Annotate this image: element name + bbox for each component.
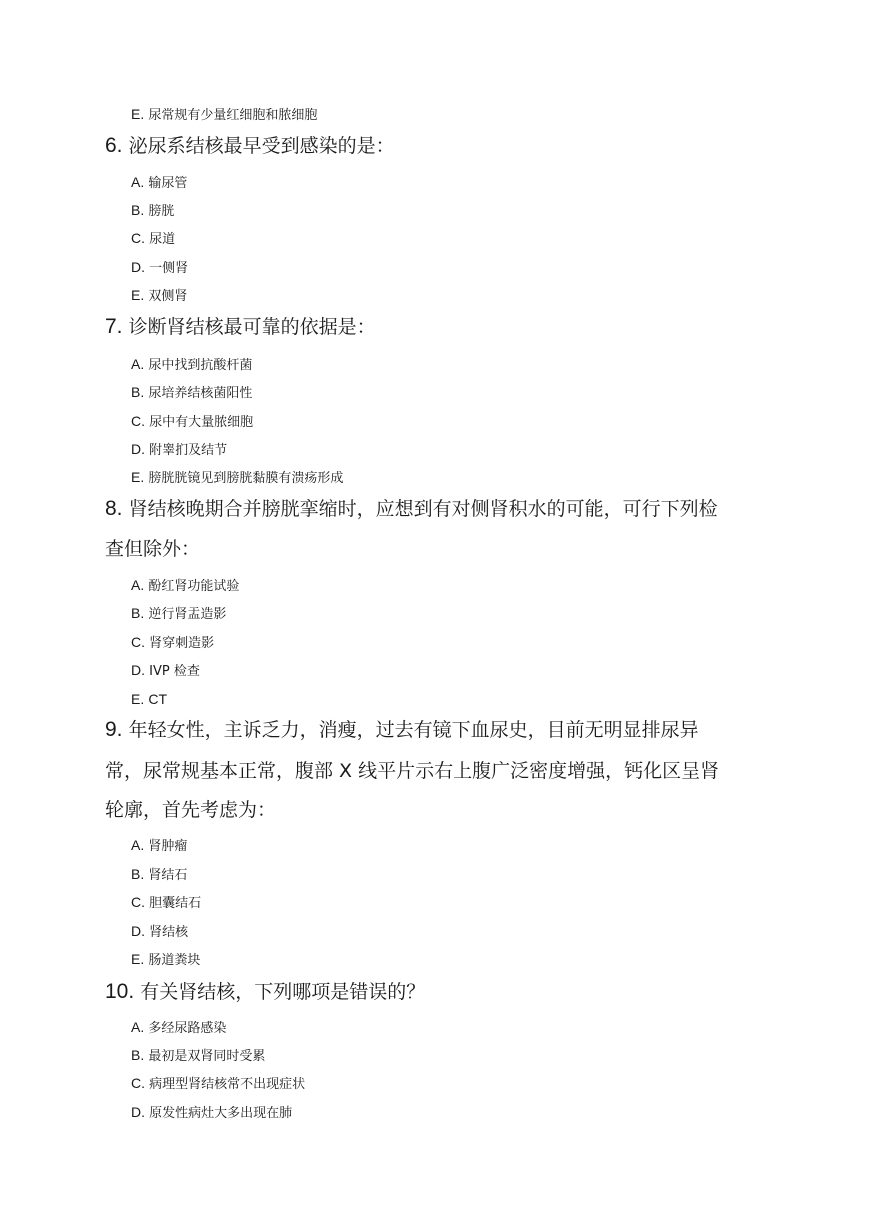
- option-text: 病理型肾结核常不出现症状: [149, 1077, 306, 1092]
- question-8-line-2: [105, 532, 200, 566]
- option-text: 膀胱: [148, 204, 175, 219]
- q8-option-c: [131, 632, 214, 652]
- question-9-line-2: [105, 754, 719, 788]
- question-text: 年轻女性，主诉乏力，消瘦，过去有镜下血尿史，目前无明显排尿异: [128, 719, 699, 741]
- question-9-line-3: [105, 793, 276, 827]
- q9-option-d: [131, 921, 188, 941]
- q7-option-a: [131, 354, 252, 374]
- option-letter: D.: [131, 662, 145, 678]
- option-text: 膀胱胱镜见到膀胱黏膜有溃疡形成: [148, 471, 344, 486]
- question-number: 8.: [105, 497, 123, 520]
- option-letter: D.: [131, 923, 145, 939]
- question-9-line-1: [105, 713, 699, 747]
- option-text: 输尿管: [148, 176, 188, 191]
- option-text: 双侧肾: [148, 289, 188, 304]
- q7-option-b: [131, 382, 252, 402]
- option-text: 胆囊结石: [149, 896, 202, 911]
- question-text: 诊断肾结核最可靠的依据是：: [128, 316, 376, 338]
- question-7-line-1: [105, 310, 376, 344]
- option-text: 肠道粪块: [148, 953, 201, 968]
- question-number: 10.: [105, 980, 135, 1003]
- option-letter: B.: [131, 202, 145, 218]
- q6-option-c: [131, 228, 175, 248]
- option-letter: C.: [131, 894, 145, 910]
- option-text: 肾穿刺造影: [149, 636, 215, 651]
- question-text: 常，尿常规基本正常，腹部 X 线平片示右上腹广泛密度增强，钙化区呈肾: [105, 760, 720, 782]
- option-prev-e: [131, 104, 317, 124]
- option-text: 附睾扪及结节: [149, 443, 228, 458]
- option-letter: E.: [131, 287, 145, 303]
- option-letter: E.: [131, 691, 145, 707]
- option-text: 肾结石: [148, 868, 188, 883]
- option-letter: A.: [131, 1019, 145, 1035]
- q8-option-e: [131, 689, 167, 709]
- option-letter: C.: [131, 230, 145, 246]
- q10-option-b: [131, 1045, 265, 1065]
- question-text: 有关肾结核，下列哪项是错误的？: [140, 981, 426, 1003]
- q10-option-a: [131, 1017, 226, 1037]
- option-letter: C.: [131, 413, 145, 429]
- question-text: 轮廓，首先考虑为：: [105, 799, 277, 821]
- option-letter: A.: [131, 837, 145, 853]
- q8-option-a: [131, 575, 239, 595]
- option-text: 原发性病灶大多出现在肺: [149, 1106, 293, 1121]
- option-text: 尿中有大量脓细胞: [149, 415, 254, 430]
- option-letter: D.: [131, 259, 145, 275]
- option-text: 肾结核: [149, 925, 189, 940]
- option-text: 多经尿路感染: [148, 1021, 227, 1036]
- question-6-line-1: [105, 129, 395, 163]
- option-text: 尿中找到抗酸杆菌: [148, 358, 253, 373]
- question-number: 7.: [105, 315, 123, 338]
- question-10-line-1: [105, 975, 425, 1009]
- option-letter: B.: [131, 1047, 145, 1063]
- option-letter: C.: [131, 634, 145, 650]
- q7-option-d: [131, 439, 227, 459]
- q9-option-b: [131, 864, 187, 884]
- q6-option-b: [131, 200, 174, 220]
- option-letter: E.: [131, 106, 145, 122]
- option-text: 逆行肾盂造影: [148, 607, 227, 622]
- q6-option-e: [131, 285, 187, 305]
- q9-option-c: [131, 892, 201, 912]
- option-letter: A.: [131, 174, 145, 190]
- option-text: 酚红肾功能试验: [148, 579, 240, 594]
- q9-option-e: [131, 949, 200, 969]
- q8-option-b: [131, 603, 226, 623]
- option-letter: C.: [131, 1075, 145, 1091]
- option-text: 肾肿瘤: [148, 839, 188, 854]
- q9-option-a: [131, 835, 187, 855]
- question-number: 6.: [105, 134, 123, 157]
- option-text: 一侧肾: [149, 261, 189, 276]
- option-letter: D.: [131, 1104, 145, 1120]
- q10-option-c: [131, 1073, 305, 1093]
- option-letter: B.: [131, 605, 145, 621]
- question-text: 泌尿系结核最早受到感染的是：: [128, 135, 395, 157]
- option-letter: B.: [131, 384, 145, 400]
- option-letter: A.: [131, 577, 145, 593]
- option-letter: E.: [131, 951, 145, 967]
- option-letter: E.: [131, 469, 145, 485]
- q6-option-a: [131, 172, 187, 192]
- q7-option-e: [131, 467, 343, 487]
- q7-option-c: [131, 411, 253, 431]
- option-text: 最初是双肾同时受累: [148, 1049, 266, 1064]
- option-text: CT: [148, 691, 168, 707]
- option-letter: A.: [131, 356, 145, 372]
- question-number: 9.: [105, 718, 123, 741]
- option-letter: B.: [131, 866, 145, 882]
- option-text: 尿培养结核菌阳性: [148, 386, 253, 401]
- option-text: IVP 检查: [149, 664, 200, 679]
- q6-option-d: [131, 257, 188, 277]
- option-text: 尿常规有少量红细胞和脓细胞: [148, 108, 318, 123]
- question-8-line-1: [105, 492, 718, 526]
- question-text: 查但除外：: [105, 538, 201, 560]
- q8-option-d: [131, 660, 200, 680]
- question-text: 肾结核晚期合并膀胱挛缩时，应想到有对侧肾积水的可能，可行下列检: [128, 498, 718, 520]
- option-letter: D.: [131, 441, 145, 457]
- option-text: 尿道: [149, 232, 176, 247]
- q10-option-d: [131, 1102, 292, 1122]
